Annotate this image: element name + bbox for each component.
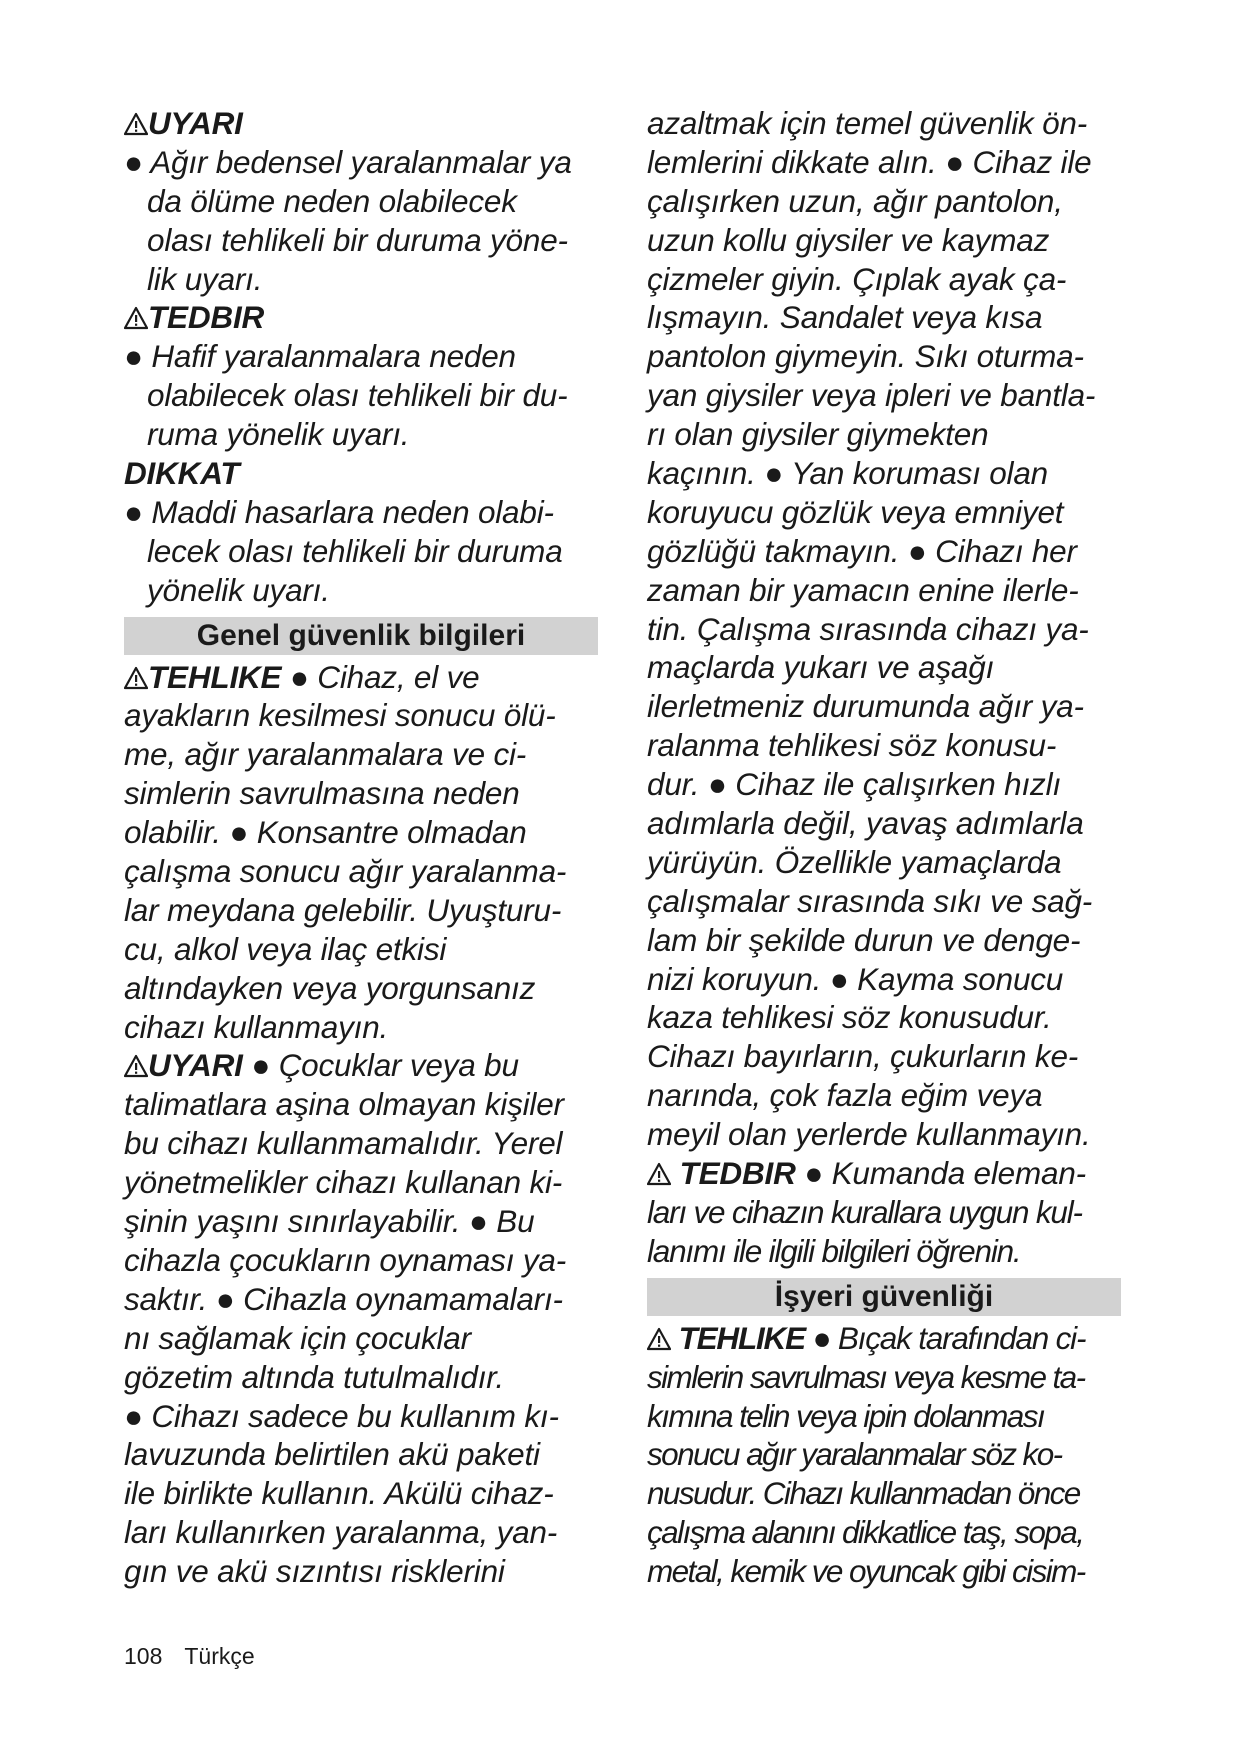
body-text-line: nusudur. Cihazı kullanmadan önce: [647, 1475, 1080, 1512]
body-text-line: cu, alkol veya ilaç etkisi: [124, 930, 447, 967]
body-text-line: ile birlikte kullanın. Akülü cihaz-: [124, 1475, 554, 1512]
tedbir-text-line: olabilecek olası tehlikeli bir du-: [147, 377, 568, 414]
tedbir-inline-line: TEDBIR ● Kumanda eleman-: [647, 1154, 1121, 1193]
body-text-line: kaçının. ● Yan koruması olan: [647, 455, 1048, 492]
body-text-line: gözlüğü takmayın. ● Cihazı her: [647, 532, 1077, 569]
body-text-line: lam bir şekilde durun ve denge-: [647, 921, 1081, 958]
body-text-line: sonucu ağır yaralanmalar söz ko-: [647, 1436, 1062, 1473]
body-text-line: yönetmelikler cihazı kullanan ki-: [124, 1164, 563, 1201]
tedbir-text-line: ruma yönelik uyarı.: [147, 416, 410, 453]
body-text-line: cihazı kullanmayın.: [124, 1008, 389, 1045]
body-text-line: lar meydana gelebilir. Uyuşturu-: [124, 891, 562, 928]
body-text-line: zaman bir yamacın enine ilerle-: [647, 571, 1079, 608]
body-text-line: gın ve akü sızıntısı risklerini: [124, 1553, 505, 1590]
body-text-line: kımına telin veya ipin dolanması: [647, 1397, 1045, 1434]
left-column: [124, 104, 598, 1591]
body-text-line: altındayken veya yorgunsanız: [124, 969, 536, 1006]
body-text-line: çalışmalar sırasında sıkı ve sağ-: [647, 882, 1093, 919]
uyari-text-line: lik uyarı.: [147, 260, 263, 297]
body-text-line: kaza tehlikesi söz konusudur.: [647, 999, 1052, 1036]
body-text-line: şinin yaşını sınırlayabilir. ● Bu: [124, 1203, 535, 1240]
body-text-line: simlerin savrulmasına neden: [124, 775, 520, 812]
uyari-text-line: olası tehlikeli bir duruma yöne-: [147, 221, 568, 258]
body-text-line: çizmeler giyin. Çıplak ayak ça-: [647, 260, 1067, 297]
dikkat-text-line: yönelik uyarı.: [147, 571, 330, 608]
body-text-line: dur. ● Cihaz ile çalışırken hızlı: [647, 766, 1061, 803]
body-text-line: çalışırken uzun, ağır pantolon,: [647, 182, 1063, 219]
page-number: 108: [124, 1643, 163, 1669]
warning-triangle-icon: [647, 1162, 671, 1186]
body-text-line: talimatlara aşina olmayan kişiler: [124, 1086, 564, 1123]
tedbir-text-line: ● Hafif yaralanmalara neden: [124, 338, 516, 375]
dikkat-text-line: ● Maddi hasarlara neden olabi-: [124, 493, 554, 530]
warning-triangle-icon: [647, 1327, 671, 1351]
body-text-line: yürüyün. Özellikle yamaçlarda: [647, 843, 1062, 880]
warning-triangle-icon: [124, 306, 148, 330]
body-text-line: meyil olan yerlerde kullanmayın.: [647, 1116, 1091, 1153]
body-text-line: yan giysiler veya ipleri ve bantla-: [647, 377, 1096, 414]
body-text-line: saktır. ● Cihazla oynamamaları-: [124, 1280, 563, 1317]
section-heading-workplace-safety: İşyeri güvenliği: [647, 1278, 1121, 1316]
warning-triangle-icon: [124, 112, 148, 136]
body-text-line: lavuzunda belirtilen akü paketi: [124, 1436, 540, 1473]
body-text-line: maçlarda yukarı ve aşağı: [647, 649, 995, 686]
tedbir-heading: TEDBIR: [124, 298, 598, 337]
body-text-line: çalışma alanını dikkatlice taş, sopa,: [647, 1514, 1084, 1551]
body-text-line: narında, çok fazla eğim veya: [647, 1077, 1043, 1114]
body-text-line: pantolon giymeyin. Sıkı oturma-: [647, 338, 1084, 375]
body-text-line: lemlerini dikkate alın. ● Cihaz ile: [647, 143, 1092, 180]
body-text-line: tin. Çalışma sırasında cihazı ya-: [647, 610, 1089, 647]
body-text-line: ilerletmeniz durumunda ağır ya-: [647, 688, 1084, 725]
body-text-line: lanımı ile ilgili bilgileri öğrenin.: [647, 1232, 1021, 1269]
body-text-line: simlerin savrulması veya kesme ta-: [647, 1358, 1085, 1395]
body-text-line: adımlarla değil, yavaş adımlarla: [647, 805, 1084, 842]
body-text-line: me, ağır yaralanmalara ve ci-: [124, 736, 527, 773]
body-text-line: ● Cihazı sadece bu kullanım kı-: [124, 1397, 559, 1434]
warning-triangle-icon: [124, 1054, 148, 1078]
body-text-line: uzun kollu giysiler ve kaymaz: [647, 221, 1050, 258]
warning-triangle-icon: [124, 666, 148, 690]
body-text-line: lışmayın. Sandalet veya kısa: [647, 299, 1043, 336]
body-text-line: ları kullanırken yaralanma, yan-: [124, 1514, 558, 1551]
body-text-line: metal, kemik ve oyuncak gibi cisim-: [647, 1553, 1085, 1590]
body-text-line: ralanma tehlikesi söz konusu-: [647, 727, 1057, 764]
tehlike-line: TEHLIKE ● Cihaz, el ve: [124, 658, 598, 697]
right-column: [647, 104, 1121, 1591]
page-footer: [124, 1643, 277, 1670]
body-text-line: rı olan giysiler giymekten: [647, 416, 989, 453]
dikkat-text-line: lecek olası tehlikeli bir duruma: [147, 532, 563, 569]
uyari-inline-line: UYARI ● Çocuklar veya bu: [124, 1046, 598, 1085]
body-text-line: ayakların kesilmesi sonucu ölü-: [124, 697, 556, 734]
body-text-line: koruyucu gözlük veya emniyet: [647, 493, 1064, 530]
tehlike-line: TEHLIKE ● Bıçak tarafından ci-: [647, 1319, 1121, 1358]
dikkat-heading: DIKKAT: [124, 455, 240, 492]
uyari-text-line: ● Ağır bedensel yaralanmalar ya: [124, 143, 572, 180]
body-text-line: nı sağlamak için çocuklar: [124, 1319, 471, 1356]
body-text-line: azaltmak için temel güvenlik ön-: [647, 105, 1088, 141]
body-text-line: nizi koruyun. ● Kayma sonucu: [647, 960, 1064, 997]
footer-language: Türkçe: [184, 1643, 255, 1669]
body-text-line: Cihazı bayırların, çukurların ke-: [647, 1038, 1079, 1075]
body-text-line: gözetim altında tutulmalıdır.: [124, 1358, 504, 1395]
uyari-text-line: da ölüme neden olabilecek: [147, 182, 517, 219]
body-text-line: çalışma sonucu ağır yaralanma-: [124, 853, 567, 890]
body-text-line: cihazla çocukların oynaması ya-: [124, 1241, 566, 1278]
body-text-line: olabilir. ● Konsantre olmadan: [124, 814, 527, 851]
body-text-line: ları ve cihazın kurallara uygun kul-: [647, 1193, 1082, 1230]
uyari-heading: UYARI: [124, 104, 598, 143]
section-heading-general-safety: Genel güvenlik bilgileri: [124, 617, 598, 655]
body-text-line: bu cihazı kullanmamalıdır. Yerel: [124, 1125, 563, 1162]
